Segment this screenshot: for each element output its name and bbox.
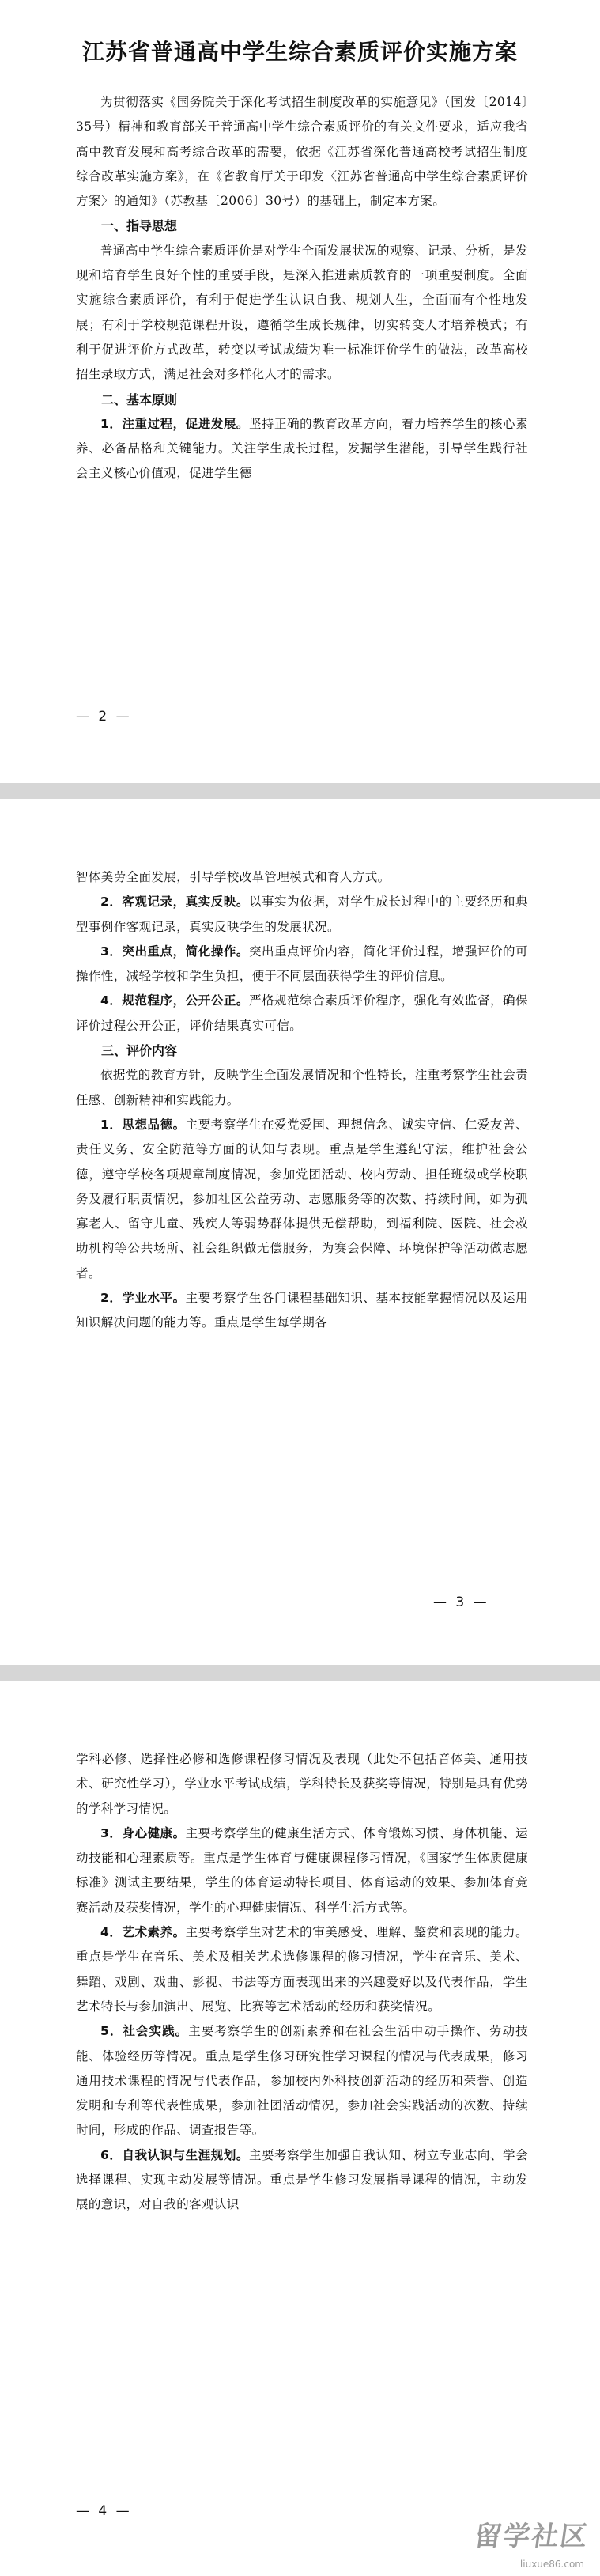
page-1 [0,0,600,783]
content-5-lead: 5．社会实践。 [100,2024,189,2039]
principle-3-paragraph [76,940,528,989]
content-6-paragraph [76,2143,528,2218]
watermark-logo-text: 留学社区 [472,2521,591,2552]
principle-2-lead: 2．客观记录，真实反映。 [100,895,249,910]
page-number: — 4 — [76,2503,132,2519]
principle-1-lead: 1．注重过程，促进发展。 [100,416,249,431]
site-watermark [470,2510,589,2571]
content-2-continuation: 学科必修、选择性必修和选修课程修习情况及表现（此处不包括音体美、通用技术、研究性学习），学业水平考试成绩，学科特长及获奖等情况，特别是具有优势的学科学习情况。 [76,1752,528,1816]
page-2 [0,799,600,1665]
principle-1-continuation: 智体美劳全面发展，引导学校改革管理模式和育人方式。 [76,870,391,884]
section-heading-guiding-ideology: 一、指导思想 [101,218,178,234]
content-5-paragraph [76,2019,528,2143]
content-2-text: 主要考察学生各门课程基础知识、基本技能掌握情况以及运用知识解决问题的能力等。重点是学生每学期各 [76,1291,528,1330]
content-4-text: 主要考察学生对艺术的审美感受、理解、鉴赏和表现的能力。重点是学生在音乐、美术及相关艺术选修课程的修习情况，学生在音乐、美术、舞蹈、戏剧、戏曲、影视、书法等方面表现出来的兴趣爱好以及代表作品，学生艺术特长与参加演出、展览、比赛等艺术活动的经历和获奖情况。 [76,1925,528,2014]
page-3-body [76,1747,528,2218]
guiding-ideology-paragraph: 普通高中学生综合素质评价是对学生全面发展状况的观察、记录、分析，是发现和培育学生良好个性的重要手段，是深入推进素质教育的一项重要制度。全面实施综合素质评价，有利于促进学生认识自我、规划人生，全面而有个性地发展；有利于学校规范课程开设，遵循学生成长规律，切实转变人才培养模式；有利于促进评价方式改革，转变以考试成绩为唯一标准评价学生的做法，改革高校招生录取方式，满足社会对多样化人才的需求。 [76,243,528,382]
principle-2-text: 以事实为依据，对学生成长过程中的主要经历和典型事例作客观记录，真实反映学生的发展状况。 [76,895,528,934]
watermark-url: liuxue86.com [519,2559,584,2570]
content-1-paragraph [76,1113,528,1286]
content-4-lead: 4．艺术素养。 [100,1925,186,1940]
principle-4-text: 严格规范综合素质评价程序，强化有效监督，确保评价过程公开公正，评价结果真实可信。 [76,993,528,1033]
content-1-text: 主要考察学生在爱党爱国、理想信念、诚实守信、仁爱友善、责任义务、安全防范等方面的认知与表现。重点是学生遵纪守法，维护社会公德，遵守学校各项规章制度情况，参加党团活动、校内劳动、担任班级或学校职务及履行职责情况，参加社区公益劳动、志愿服务等的次数、持续时间，如为孤寡老人、留守儿童、残疾人等弱势群体提供无偿帮助，到福利院、医院、社会救助机构等公共场所、社会组织做无偿服务，为赛会保障、环境保护等活动做志愿者。 [76,1117,528,1280]
page-1-body [76,90,528,486]
content-3-lead: 3．身心健康。 [100,1825,186,1840]
page-3 [0,1681,600,2576]
content-1-lead: 1．思想品德。 [100,1117,186,1132]
principle-4-paragraph [76,989,528,1038]
content-4-paragraph [76,1920,528,2019]
page-number: — 3 — [433,1594,489,1610]
content-3-text: 主要考察学生的健康生活方式、体育锻炼习惯、身体机能、运动技能和心理素质等。重点是学生体育与健康课程修习情况，《国家学生体质健康标准》测试主要结果，学生的体育运动特长项目、体育运动的效果、参加体育竞赛活动及获奖情况，学生的心理健康情况、科学生活方式等。 [76,1825,528,1915]
principle-4-lead: 4．规范程序，公开公正。 [100,993,249,1008]
principle-2-paragraph [76,890,528,940]
section-heading-evaluation-content: 三、评价内容 [101,1043,178,1059]
content-5-text: 主要考察学生的创新素养和在社会生活中动手操作、劳动技能、体验经历等情况。重点是学生修习研究性学习课程的情况与代表成果，修习通用技术课程的情况与代表作品，参加校内外科技创新活动的经历和荣誉、创造发明和专利等代表性成果，参加社团活动情况，参加社会实践活动的次数、持续时间，形成的作品、调查报告等。 [76,2024,528,2138]
content-2-lead: 2．学业水平。 [100,1291,186,1306]
principle-3-text: 突出重点评价内容，简化评价过程，增强评价的可操作性，减轻学校和学生负担，便于不同层面获得学生的评价信息。 [76,944,528,984]
page-2-body [76,865,528,1336]
content-2-paragraph [76,1286,528,1336]
content-6-text: 主要考察学生加强自我认知、树立专业志向、学会选择课程、实现主动发展等情况。重点是学生修习发展指导课程的情况，主动发展的意识，对自我的客观认识 [76,2147,528,2212]
principle-1-paragraph [76,412,528,486]
document-title: 江苏省普通高中学生综合素质评价实施方案 [81,39,518,65]
principle-1-text: 坚持正确的教育改革方向，着力培养学生的核心素养、必备品格和关键能力。关注学生成长过程，发掘学生潜能，引导学生践行社会主义核心价值观，促进学生德 [76,416,528,481]
intro-paragraph: 为贯彻落实《国务院关于深化考试招生制度改革的实施意见》（国发〔2014〕35号）精神和教育部关于普通高中学生综合素质评价的有关文件要求，适应我省高中教育发展和高考综合改革的需要，依据《江苏省深化普通高校考试招生制度综合改革实施方案》，在《省教育厅关于印发〈江苏省普通高中学生综合素质评价方案〉的通知》（苏教基〔2006〕30号）的基础上，制定本方案。 [76,95,528,209]
section-heading-basic-principles: 二、基本原则 [101,392,178,407]
page-number: — 2 — [76,709,132,724]
content-6-lead: 6．自我认识与生涯规划。 [100,2147,249,2162]
principle-3-lead: 3．突出重点，简化操作。 [100,944,249,959]
evaluation-content-intro: 依据党的教育方针，反映学生全面发展情况和个性特长，注重考察学生社会责任感、创新精神和实践能力。 [76,1068,528,1107]
content-3-paragraph [76,1821,528,1920]
